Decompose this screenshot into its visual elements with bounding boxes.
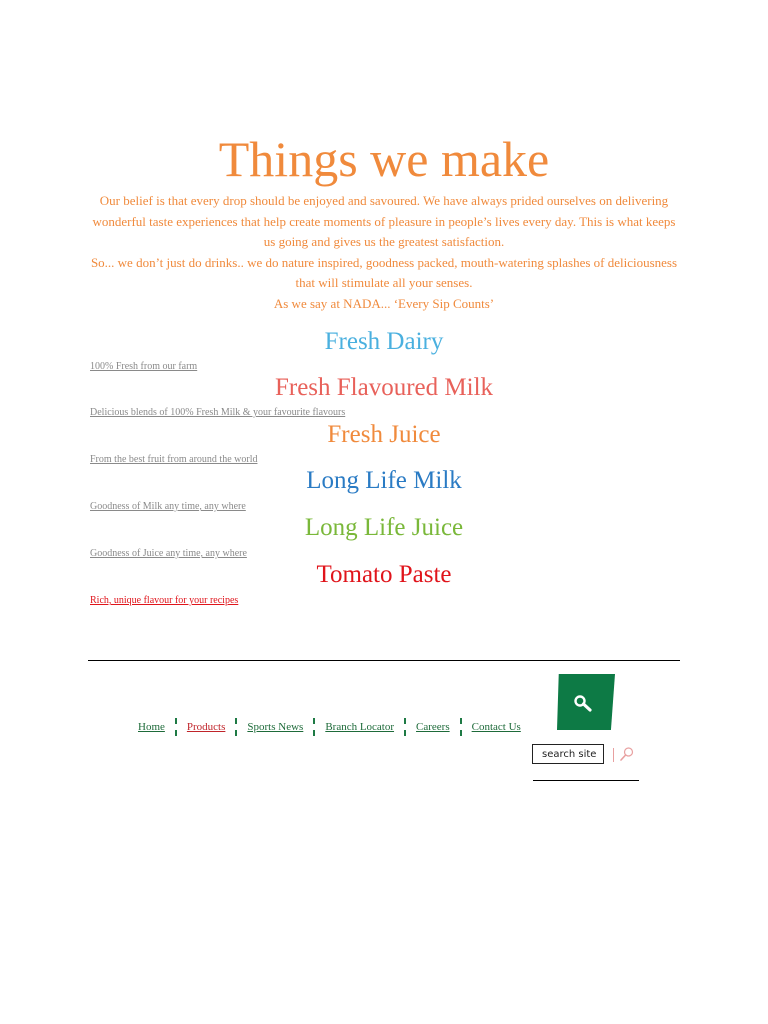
search-underline (533, 780, 639, 781)
search-separator (613, 748, 614, 762)
intro-text (88, 191, 680, 314)
nav-sports-news[interactable]: Sports News (247, 721, 304, 733)
intro-paragraph: Our belief is that every drop should be enjoyed and savoured. We have always prided ourselves on delivering wonderful taste experiences that help create moments of pleasure in people’s lives every day. This is what keeps us going and gives us the greatest satisfaction. (92, 193, 676, 249)
product-title-fresh-flavoured-milk[interactable]: Fresh Flavoured Milk (274, 374, 494, 401)
footer-divider (88, 660, 680, 661)
nav-contact-us[interactable]: Contact Us (471, 721, 521, 733)
search-input[interactable] (532, 744, 604, 764)
search-button[interactable] (617, 744, 639, 764)
magnifier-icon (573, 694, 595, 714)
intro-paragraph: So... we don’t just do drinks.. we do nature inspired, goodness packed, mouth-watering splashes of deliciousness that will stimulate all your senses. (90, 254, 678, 290)
product-desc-long-life-milk[interactable]: Goodness of Milk any time, any where (90, 501, 246, 512)
page-title: Things we make (218, 131, 550, 187)
product-desc-fresh-juice[interactable]: From the best fruit from around the world (90, 454, 258, 465)
search-tile[interactable] (557, 674, 615, 730)
product-desc-fresh-dairy[interactable]: 100% Fresh from our farm (90, 361, 198, 372)
product-desc-tomato-paste[interactable]: Rich, unique flavour for your recipes (90, 595, 239, 606)
product-title-fresh-dairy[interactable]: Fresh Dairy (324, 328, 444, 355)
nav-home[interactable]: Home (138, 721, 165, 733)
footer-nav (128, 716, 531, 738)
product-title-long-life-juice[interactable]: Long Life Juice (304, 514, 464, 541)
intro-paragraph: As we say at NADA... ‘Every Sip Counts’ (273, 295, 495, 311)
nav-careers[interactable]: Careers (416, 721, 450, 733)
product-title-tomato-paste[interactable]: Tomato Paste (316, 561, 452, 588)
product-desc-long-life-juice[interactable]: Goodness of Juice any time, any where (90, 548, 247, 559)
search-icon (619, 746, 635, 762)
product-title-fresh-juice[interactable]: Fresh Juice (327, 421, 441, 448)
nav-branch-locator[interactable]: Branch Locator (325, 721, 395, 733)
product-desc-fresh-flavoured-milk[interactable]: Delicious blends of 100% Fresh Milk & your favourite flavours (90, 407, 346, 418)
nav-products[interactable]: Products (186, 721, 226, 733)
product-title-long-life-milk[interactable]: Long Life Milk (306, 467, 462, 494)
